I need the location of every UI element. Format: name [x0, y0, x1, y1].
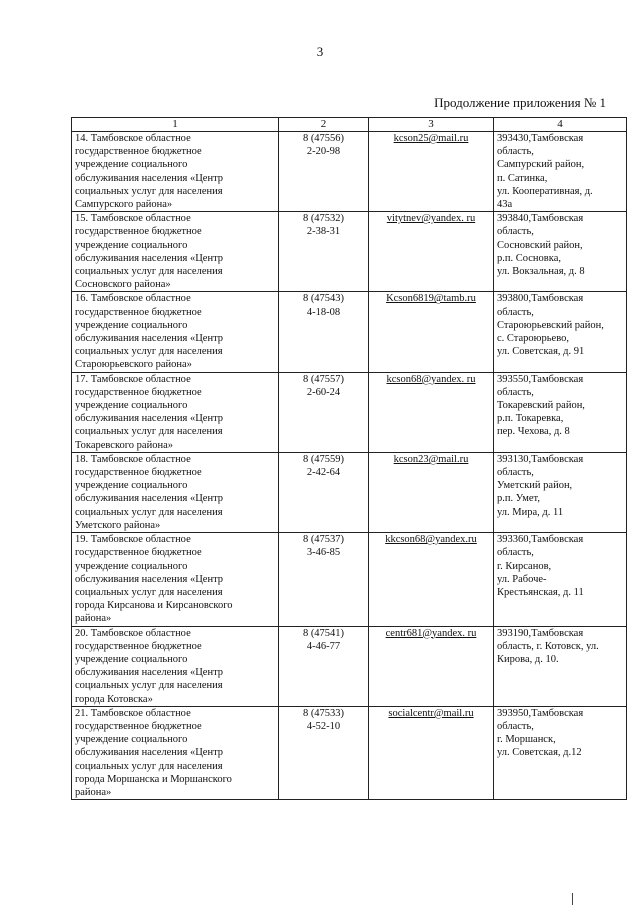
organization-name-line: государственное бюджетное [75, 547, 202, 559]
organization-name-line: района» [75, 613, 112, 625]
address-line: область, г. Котовск, ул. [497, 640, 599, 652]
email-link[interactable]: Kcson6819@tamb.ru [386, 293, 476, 305]
phone-line: 8 (47532) [302, 213, 345, 225]
email-link[interactable]: socialcentr@mail.ru [388, 707, 474, 719]
email-link[interactable]: vitytnev@yandex. ru [386, 213, 476, 225]
organization-name-line: обслуживания населения «Центр [75, 667, 224, 679]
organization-name-line: 19. Тамбовское областное [75, 534, 191, 546]
organization-name-line: Сампурского района» [75, 199, 173, 211]
phone-cell [279, 132, 369, 212]
table-row [72, 132, 627, 212]
organization-name-line: социальных услуг для населения [75, 426, 223, 438]
phone-cell [279, 626, 369, 706]
phone-line: 2-20-98 [306, 146, 341, 158]
address-line: 43а [497, 199, 513, 211]
organizations-table [71, 117, 627, 800]
organization-name-line: 15. Тамбовское областное [75, 213, 191, 225]
organization-name-line: социальных услуг для населения [75, 760, 223, 772]
address-cell [494, 212, 627, 292]
organization-name-line: социальных услуг для населения [75, 506, 223, 518]
organization-name-line: обслуживания населения «Центр [75, 413, 224, 425]
phone-line: 8 (47543) [302, 293, 345, 305]
organization-name-cell [72, 372, 279, 452]
email-link[interactable]: centr681@yandex. ru [385, 627, 477, 639]
address-line: Крестьянская, д. 11 [497, 586, 584, 598]
phone-cell [279, 452, 369, 532]
organization-name-line: района» [75, 786, 112, 798]
address-line: ул. Советская, д. 91 [497, 346, 585, 358]
address-cell [494, 132, 627, 212]
table-row [72, 452, 627, 532]
address-line: ул. Советская, д.12 [497, 747, 582, 759]
email-cell [369, 452, 494, 532]
phone-cell [279, 372, 369, 452]
organization-name-line: социальных услуг для населения [75, 680, 223, 692]
address-line: ул. Мира, д. 11 [497, 506, 564, 518]
organization-name-line: учреждение социального [75, 319, 188, 331]
organization-name-line: обслуживания населения «Центр [75, 252, 224, 264]
address-cell [494, 706, 627, 799]
phone-line: 4-46-77 [306, 640, 341, 652]
phone-line: 4-52-10 [306, 720, 341, 732]
organization-name-line: обслуживания населения «Центр [75, 172, 224, 184]
table-row [72, 533, 627, 626]
organization-name-line: учреждение социального [75, 400, 188, 412]
organization-name-line: 21. Тамбовское областное [75, 707, 191, 719]
organization-name-line: государственное бюджетное [75, 226, 202, 238]
address-line: область, [497, 386, 534, 398]
organization-name-line: учреждение социального [75, 560, 188, 572]
organization-name-line: Сосновского района» [75, 279, 171, 291]
email-cell [369, 292, 494, 372]
table-row [72, 372, 627, 452]
phone-line: 8 (47557) [302, 373, 345, 385]
address-line: Токаревский район, [497, 400, 585, 412]
phone-line: 2-38-31 [306, 226, 341, 238]
address-line: 393430,Тамбовская [497, 133, 584, 144]
address-cell [494, 452, 627, 532]
organization-name-line: обслуживания населения «Центр [75, 573, 224, 585]
address-line: ул. Кооперативная, д. [497, 185, 593, 197]
email-link[interactable]: kcson23@mail.ru [393, 453, 469, 465]
address-line: 393800,Тамбовская [497, 293, 584, 305]
address-line: область, [497, 720, 534, 732]
address-line: область, [497, 146, 534, 158]
address-line: Кирова, д. 10. [497, 653, 559, 665]
address-line: г. Кирсанов, [497, 560, 552, 572]
organization-name-line: государственное бюджетное [75, 720, 202, 732]
organization-name-line: 18. Тамбовское областное [75, 453, 191, 465]
table-row [72, 292, 627, 372]
table-header-row [72, 118, 627, 132]
organization-name-line: государственное бюджетное [75, 467, 202, 479]
address-cell [494, 626, 627, 706]
address-line: с. Староюрьево, [497, 333, 569, 345]
page-number: 3 [316, 44, 324, 59]
email-link[interactable]: kkcson68@yandex.ru [385, 534, 477, 546]
organization-name-cell [72, 533, 279, 626]
organization-name-cell [72, 132, 279, 212]
organization-name-line: социальных услуг для населения [75, 266, 223, 278]
column-header-4: 4 [494, 118, 627, 132]
organization-name-line: Токаревского района» [75, 439, 173, 451]
address-cell [494, 533, 627, 626]
email-cell [369, 626, 494, 706]
address-line: п. Сатинка, [497, 172, 548, 184]
address-line: область, [497, 547, 534, 559]
address-line: р.п. Токаревка, [497, 413, 564, 425]
organization-name-cell [72, 292, 279, 372]
phone-cell [279, 533, 369, 626]
organization-name-line: города Кирсанова и Кирсановского [75, 600, 233, 612]
organization-name-line: 17. Тамбовское областное [75, 373, 191, 385]
address-line: пер. Чехова, д. 8 [497, 426, 570, 438]
phone-line: 8 (47559) [302, 453, 345, 465]
organization-name-line: государственное бюджетное [75, 146, 202, 158]
address-line: 393950,Тамбовская [497, 707, 584, 719]
address-cell [494, 372, 627, 452]
organization-name-cell [72, 706, 279, 799]
table-row [72, 212, 627, 292]
column-header-2: 2 [279, 118, 369, 132]
address-line: область, [497, 226, 534, 238]
email-link[interactable]: kcson25@mail.ru [393, 133, 469, 144]
phone-line: 8 (47537) [302, 534, 345, 546]
organization-name-line: обслуживания населения «Центр [75, 747, 224, 759]
organization-name-cell [72, 212, 279, 292]
address-line: Староюрьевский район, [497, 319, 604, 331]
organization-name-line: социальных услуг для населения [75, 185, 223, 197]
address-line: 393130,Тамбовская [497, 453, 584, 465]
address-line: Сампурский район, [497, 159, 585, 171]
organization-name-line: учреждение социального [75, 239, 188, 251]
organization-name-line: Староюрьевского района» [75, 359, 192, 371]
organization-name-line: социальных услуг для населения [75, 586, 223, 598]
appendix-continuation-title: Продолжение приложения № 1 [434, 95, 606, 110]
organization-name-line: 20. Тамбовское областное [75, 627, 191, 639]
phone-line: 2-60-24 [306, 386, 341, 398]
organization-name-cell [72, 452, 279, 532]
organization-name-cell [72, 626, 279, 706]
address-cell [494, 292, 627, 372]
organization-name-line: города Котовска» [75, 693, 153, 705]
page-edge-mark [572, 893, 573, 905]
email-cell [369, 372, 494, 452]
organization-name-line: города Моршанска и Моршанского [75, 773, 232, 785]
organization-name-line: учреждение социального [75, 480, 188, 492]
phone-cell [279, 212, 369, 292]
organization-name-line: учреждение социального [75, 653, 188, 665]
organization-name-line: государственное бюджетное [75, 306, 202, 318]
phone-line: 8 (47556) [302, 133, 345, 144]
organization-name-line: государственное бюджетное [75, 386, 202, 398]
column-header-3: 3 [369, 118, 494, 132]
phone-line: 4-18-08 [306, 306, 341, 318]
organization-name-line: обслуживания населения «Центр [75, 333, 224, 345]
table-row [72, 706, 627, 799]
table-body [72, 132, 627, 800]
email-cell [369, 212, 494, 292]
address-line: 393360,Тамбовская [497, 534, 584, 546]
address-line: Уметский район, [497, 480, 573, 492]
address-line: область, [497, 306, 534, 318]
table-row [72, 626, 627, 706]
email-cell [369, 533, 494, 626]
phone-cell [279, 292, 369, 372]
address-line: ул. Вокзальная, д. 8 [497, 266, 585, 278]
email-cell [369, 132, 494, 212]
phone-line: 3-46-85 [306, 547, 341, 559]
phone-line: 8 (47533) [302, 707, 345, 719]
address-line: р.п. Сосновка, [497, 252, 561, 264]
organization-name-line: обслуживания населения «Центр [75, 493, 224, 505]
organization-name-line: учреждение социального [75, 734, 188, 746]
phone-cell [279, 706, 369, 799]
organization-name-line: 14. Тамбовское областное [75, 133, 191, 144]
organization-name-line: учреждение социального [75, 159, 188, 171]
address-line: 393550,Тамбовская [497, 373, 584, 385]
address-line: 393190,Тамбовская [497, 627, 584, 639]
organization-name-line: 16. Тамбовское областное [75, 293, 191, 305]
email-cell [369, 706, 494, 799]
address-line: 393840,Тамбовская [497, 213, 584, 225]
phone-line: 2-42-64 [306, 467, 341, 479]
address-line: р.п. Умет, [497, 493, 540, 505]
address-line: г. Моршанск, [497, 734, 556, 746]
address-line: Сосновский район, [497, 239, 583, 251]
organization-name-line: социальных услуг для населения [75, 346, 223, 358]
phone-line: 8 (47541) [302, 627, 345, 639]
organization-name-line: Уметского района» [75, 519, 161, 531]
address-line: область, [497, 467, 534, 479]
address-line: ул. Рабоче- [497, 573, 547, 585]
column-header-1: 1 [72, 118, 279, 132]
email-link[interactable]: kcson68@yandex. ru [386, 373, 476, 385]
organization-name-line: государственное бюджетное [75, 640, 202, 652]
